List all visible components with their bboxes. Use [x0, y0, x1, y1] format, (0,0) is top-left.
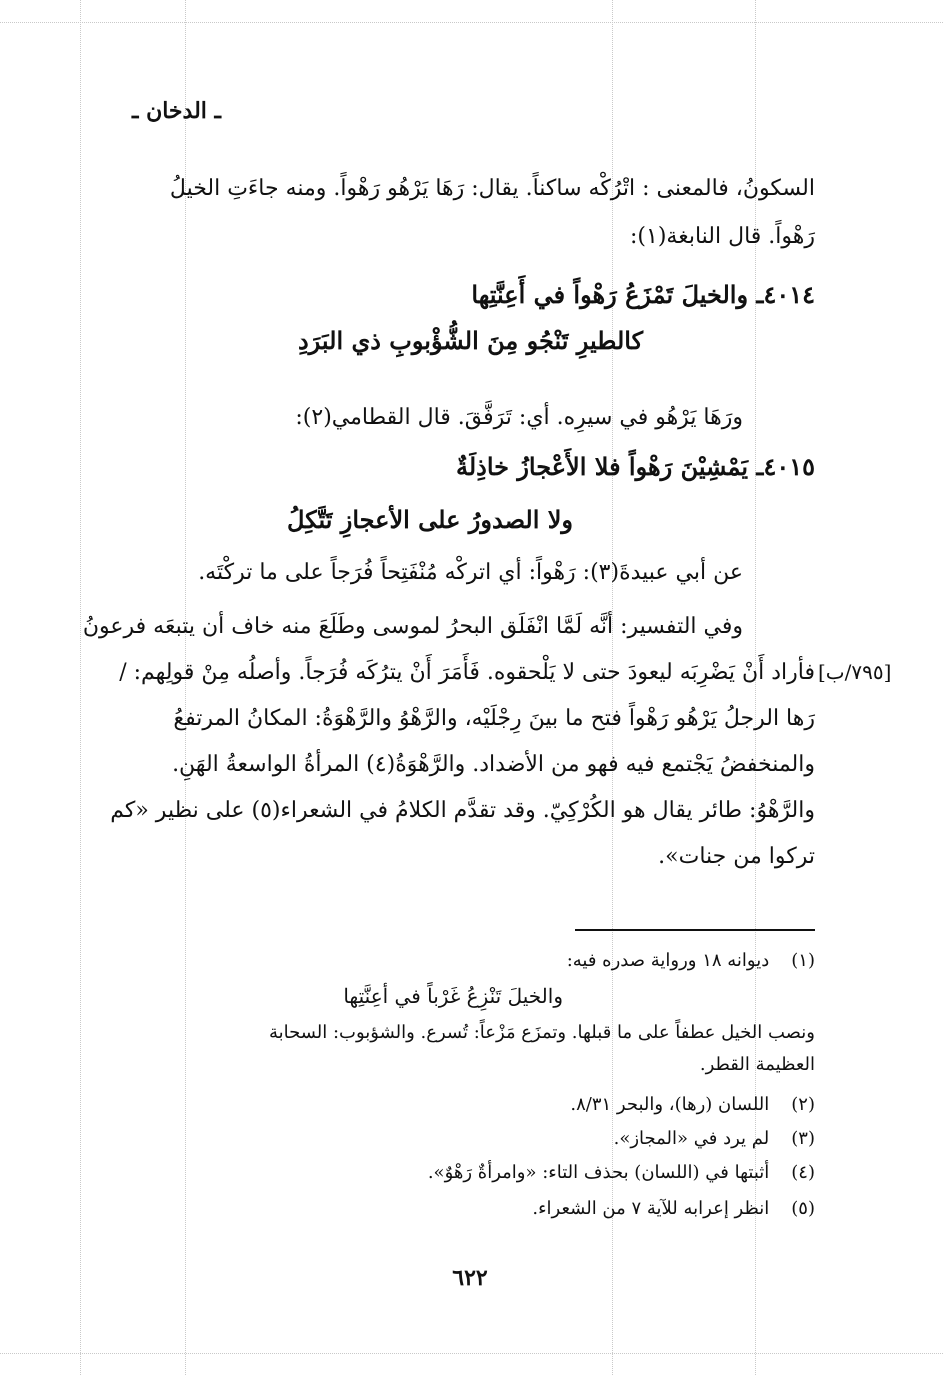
page-number: ٦٢٢ [452, 1265, 488, 1291]
footnote-item [125, 1160, 815, 1186]
footnote-text: لم يرد في «المجاز». [613, 1128, 770, 1149]
footnote-line: ونصب الخيل عطفاً على ما قبلها. وتمزَع مَزْعاً: تُسرع. والشؤبوب: السحابة [268, 1022, 815, 1043]
footnote-text: انظر إعرابه للآية ٧ من الشعراء. [532, 1198, 770, 1219]
paragraph-line: عن أبي عبيدةَ(٣): رَهْواً: أي اتركْه مُنْفَتِحاً فُرَجاً على ما تركْتَه. [198, 560, 743, 585]
footnote-text: اللسان (رها)، والبحر ٨/٣١. [570, 1094, 770, 1115]
paragraph-line: والرَّهْوُ: طائر يقال هو الكُرْكِيّ. وقد تقدَّم الكلامُ في الشعراء(٥) على نظير «كم [110, 798, 815, 823]
footnote-text: ديوانه ١٨ ورواية صدره فيه: [566, 950, 770, 971]
footnote-number: (٤) [791, 1162, 815, 1183]
paragraph-line: والمنخفضُ يَجْتمع فيه فهو من الأضداد. والرَّهْوَةُ(٤) المرأةُ الواسعةُ الهَنِ. [172, 752, 815, 777]
footnote-item [125, 948, 815, 974]
footnote-verse: والخيلَ تَنْزِعُ غَرْباً في أعِنَّتِها [343, 984, 563, 1008]
verse-line: ٤٠١٥ـ يَمْشِيْنَ رَهْواً فلا الأَعْجازُ خاذِلَةٌ [455, 452, 815, 481]
paragraph-line: السكونُ، فالمعنى : اتْرُكْه ساكناً. يقال: رَهَا يَرْهُو رَهْواً. ومنه جاءَتِ الخيلُ [169, 176, 815, 201]
paragraph-line: رَها الرجلُ يَرْهُو رَهْواً فتح ما بينَ رِجْلَيْه، والرَّهْوُ والرَّهْوَةُ: المكانُ المرتفعُ [173, 706, 815, 731]
verse-line: كالطيرِ تَنْجُو مِنَ الشُّؤْبوبِ ذي البَرَدِ [297, 326, 643, 355]
verse-line: ٤٠١٤ـ والخيلَ تَمْزَعُ رَهْواً في أَعِنَّتِها [471, 280, 815, 309]
footnote-number: (٢) [791, 1094, 815, 1115]
margin-manuscript-ref: [٧٩٥/ب] [818, 660, 892, 684]
paragraph-line: وفي التفسير: أنَّه لَمَّا انْفَلَق البحرُ لموسى وطَلَعَ منه خاف أن يتبعَه فرعونُ [82, 614, 743, 639]
footnote-number: (١) [791, 950, 815, 971]
footnote-item [125, 1126, 815, 1152]
footnote-item [125, 1196, 815, 1222]
footnote-number: (٥) [791, 1198, 815, 1219]
footnote-line: العظيمة القطر. [699, 1054, 815, 1075]
paragraph-line: ورَهَا يَرْهُو في سيرِه. أي: تَرَفَّقَ. قال القطامي(٢): [295, 405, 743, 430]
footnote-item [125, 1092, 815, 1118]
running-header: ـ الدخان ـ [131, 98, 221, 124]
verse-line: ولا الصدورُ على الأعجازِ تَتَّكِلُ [287, 505, 573, 534]
paragraph-line: تركوا من جنات». [658, 844, 815, 869]
footnote-number: (٣) [791, 1128, 815, 1149]
paragraph-line: رَهْواً. قال النابغة(١): [630, 224, 815, 249]
footnote-text: أثبتها في (اللسان) بحذف التاء: «وامرأةٌ رَهْوٌ». [427, 1162, 770, 1183]
footnote-separator [575, 929, 815, 931]
paragraph-line: فأراد أَنْ يَضْرِبَه ليعودَ حتى لا يَلْحقوه. فَأَمَرَ أَنْ يترُكَه فُرَجاً. وأصلُه مِنْ قولِهم: / [119, 660, 815, 685]
